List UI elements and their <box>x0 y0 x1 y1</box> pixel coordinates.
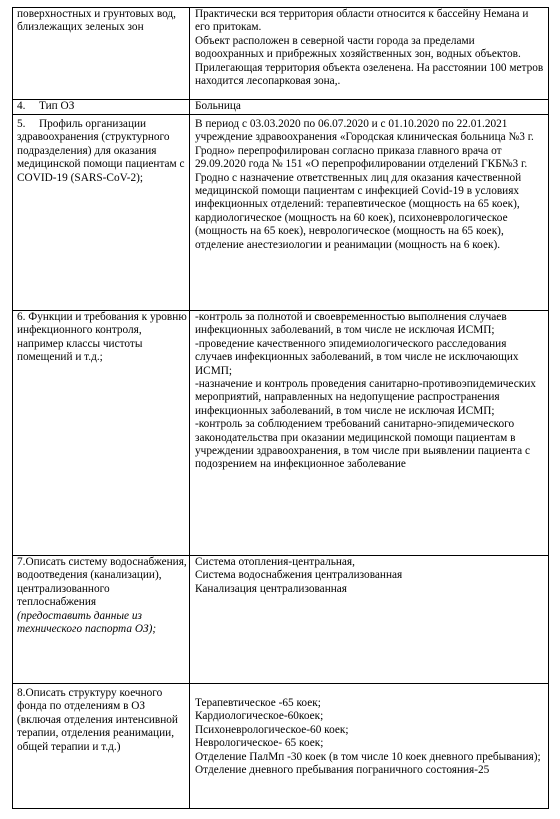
row-label: Профиль организации здравоохранения (структурного подразделения) для оказания медицинской помощи пациентам с COVID-19 (SARS-CoV-2); <box>17 118 185 184</box>
table-row <box>13 684 549 809</box>
row-label-cell <box>13 684 190 809</box>
row-label: Тип ОЗ <box>39 100 75 112</box>
row-value-paragraph: Отделение ПалМп -30 коек (в том числе 10 коек дневного пребывания); <box>195 750 541 763</box>
row-value-paragraph: Отделение дневного пребывания пограничного состояния-25 <box>195 764 490 777</box>
row-value-cell <box>190 100 549 115</box>
row-label-cell <box>13 100 190 115</box>
row-value-paragraph: Кардиологическое-60коек; <box>195 710 324 723</box>
row-label-note: (предоставить данные из технического паспорта ОЗ); <box>17 609 157 636</box>
table-row <box>13 556 549 684</box>
row-value-paragraph: В период с 03.03.2020 по 06.07.2020 и с 01.10.2020 по 22.01.2021 учреждение здравоохранения «Городская клиническая больница №3 г. Гродно» перепрофилирован согласно приказа главного врача от 29.09.2020 года № 151 «О перепрофилировании отделений ГКБ№3 г. Гродно с назначение ответственных лиц для оказания качественной медицинской помощи пациентам с инфекцией Covid-19 в условиях инфекционных отделений: терапевтическое (мощность на 65 коек), кардиологическое (мощность на 60 коек), психоневрологическое (мощность на 65 коек), неврологическое (мощность на 65 коек), отделение анестезиологии и реанимации (мощность на 6 коек). <box>195 118 534 251</box>
row-label-cell <box>13 556 190 684</box>
row-value-cell <box>190 8 549 100</box>
row-value-paragraph: -контроль за соблюдением требований санитарно-эпидемического законодательства при оказании медицинской помощи пациентам в учреждении здравоохранения, в том числе при выявлении пациента с подозрением на инфекционное заболевание <box>195 418 530 471</box>
row-value-paragraph: Система водоснабжения централизованная <box>195 569 403 582</box>
hospital-profile-table <box>12 7 549 809</box>
row-value-paragraph: Канализация централизованная <box>195 582 348 595</box>
row-label: 8.Описать структуру коечного фонда по отделениям в ОЗ (включая отделения интенсивной терапии, отделения реанимации, общей терапии и т.д.) <box>17 687 178 753</box>
row-number: 4. <box>17 100 26 112</box>
row-value-cell <box>190 684 549 809</box>
row-value-paragraph: Практически вся территория области относится к бассейну Немана и его притокам. <box>195 8 529 34</box>
table-row <box>13 311 549 556</box>
table-row <box>13 100 549 115</box>
table-row <box>13 115 549 311</box>
row-label-cell <box>13 8 190 100</box>
row-value-cell <box>190 115 549 311</box>
row-value-paragraph: Неврологическое- 65 коек; <box>195 737 324 750</box>
row-label-cell <box>13 311 190 556</box>
row-value-paragraph: Больница <box>195 100 241 112</box>
row-value-paragraph: Система отопления-центральная, <box>195 556 355 568</box>
row-label: 7.Описать систему водоснабжения, водоотведения (канализации), централизованного теплоснабжения <box>17 556 187 609</box>
row-label-cell <box>13 115 190 311</box>
row-value-paragraph: Объект расположен в северной части города за пределами водоохранных и прибрежных хозяйственных зон, водных объектов. Прилегающая территория объекта озеленена. На расстоянии 100 метров находится лесопарковая зона,. <box>195 34 544 88</box>
row-value-paragraph: Психоневрологическое-60 коек; <box>195 723 349 736</box>
row-value-cell <box>190 311 549 556</box>
row-value-paragraph: -контроль за полнотой и своевременностью выполнения случаев инфекционных заболеваний, в том числе не исключая ИСМП; <box>195 311 507 337</box>
row-label: поверхностных и грунтовых вод, близлежащих зеленых зон <box>17 8 176 34</box>
row-number: 5. <box>17 118 26 130</box>
row-label: 6. Функции и требования к уровню инфекционного контроля, например классы чистоты помещений и т.д.; <box>17 311 187 364</box>
row-value-paragraph: -проведение качественного эпидемиологического расследования случаев инфекционных заболеваний, в том числе не исключающих ИСМП; <box>195 337 519 377</box>
row-value-cell <box>190 556 549 684</box>
table-row <box>13 8 549 100</box>
row-value-paragraph: Терапевтическое -65 коек; <box>195 697 321 709</box>
row-value-paragraph: -назначение и контроль проведения санитарно-противоэпидемических мероприятий, направленных на недопущение распространения инфекционных заболеваний, в том числе не исключая ИСМП; <box>195 378 536 417</box>
